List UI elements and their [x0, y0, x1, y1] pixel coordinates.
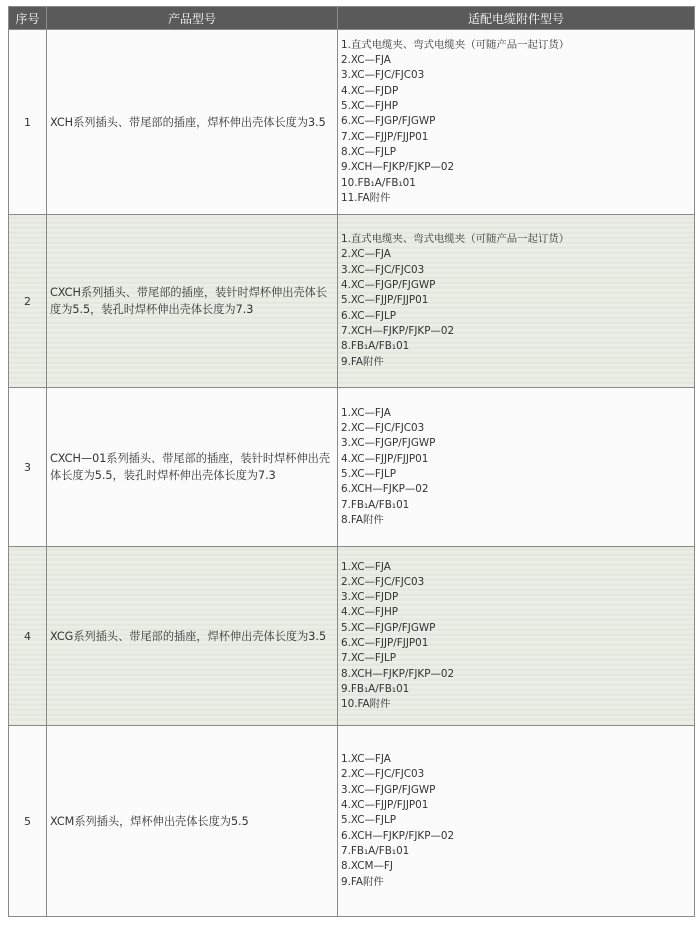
accessory-item: 8.FB₁A/FB₁01: [341, 340, 410, 353]
accessory-item: 4.XC—FJJP/FJJP01: [341, 799, 429, 812]
accessory-item: 3.XC—FJGP/FJGWP: [341, 437, 436, 450]
accessory-table: [8, 6, 695, 917]
accessory-item: 3.XC—FJC/FJC03: [341, 263, 425, 276]
accessory-item: 1.XC—FJA: [341, 406, 391, 419]
accessory-item: 11.FA附件: [341, 191, 391, 204]
accessory-item: 5.XC—FJLP: [341, 814, 397, 827]
row-model: CXCH系列插头、带尾部的插座，装针时焊杯伸出壳体长度为5.5，装孔时焊杯伸出壳体长度为7.3: [47, 215, 338, 388]
table-row: [9, 547, 695, 726]
header-seq: 序号: [9, 7, 47, 30]
accessory-item: 3.XC—FJDP: [341, 591, 399, 604]
accessory-item: 2.XC—FJA: [341, 54, 391, 67]
accessory-item: 9.FB₁A/FB₁01: [341, 682, 410, 695]
accessory-item: 6.XC—FJJP/FJJP01: [341, 637, 429, 649]
accessory-item: 2.XC—FJC/FJC03: [341, 768, 425, 781]
accessory-item: 9.XCH—FJKP/FJKP—02: [341, 161, 455, 174]
row-model: XCH系列插头、带尾部的插座，焊杯伸出壳体长度为3.5: [47, 30, 338, 215]
row-seq: 4: [9, 547, 47, 726]
accessory-item: 7.XCH—FJKP/FJKP—02: [341, 324, 455, 337]
row-accessories: [338, 30, 695, 215]
accessory-item: 6.XCH—FJKP—02: [341, 483, 429, 496]
accessory-item: 4.XC—FJGP/FJGWP: [341, 279, 436, 292]
accessory-item: 7.XC—FJLP: [341, 652, 397, 665]
accessory-item: 7.FB₁A/FB₁01: [341, 498, 410, 511]
row-accessories: [338, 726, 695, 917]
accessory-item: 4.XC—FJHP: [341, 606, 399, 619]
row-seq: 2: [9, 215, 47, 388]
accessory-item: 5.XC—FJJP/FJJP01: [341, 294, 429, 307]
row-seq: 1: [9, 30, 47, 215]
accessory-item: 1.XC—FJA: [341, 753, 391, 766]
accessory-item: 2.XC—FJC/FJC03: [341, 575, 425, 588]
table-row: [9, 30, 695, 215]
accessory-item: 5.XC—FJLP: [341, 468, 397, 480]
accessory-item: 5.XC—FJHP: [341, 100, 399, 113]
accessory-item: 6.XCH—FJKP/FJKP—02: [341, 829, 455, 842]
table-row: [9, 726, 695, 917]
accessory-item: 6.XC—FJGP/FJGWP: [341, 115, 436, 128]
accessory-item: 4.XC—FJJP/FJJP01: [341, 452, 429, 465]
accessory-item: 2.XC—FJA: [341, 248, 391, 261]
accessory-item: 8.XC—FJLP: [341, 145, 397, 158]
row-model: CXCH—01系列插头、带尾部的插座，装针时焊杯伸出壳体长度为5.5，装孔时焊杯伸出壳体长度为7.3: [47, 388, 338, 547]
accessory-item: 1.直式电缆夹、弯式电缆夹（可随产品一起订货）: [341, 38, 570, 51]
row-model: XCM系列插头，焊杯伸出壳体长度为5.5: [47, 726, 338, 917]
accessory-item: 7.XC—FJJP/FJJP01: [341, 130, 429, 143]
accessory-item: 1.XC—FJA: [341, 560, 391, 573]
header-model: 产品型号: [47, 7, 338, 30]
accessory-item: 4.XC—FJDP: [341, 84, 399, 97]
accessory-item: 3.XC—FJC/FJC03: [341, 69, 425, 82]
accessory-item: 9.FA附件: [341, 355, 384, 368]
accessory-item: 10.FB₁A/FB₁01: [341, 176, 416, 189]
accessory-item: 8.XCH—FJKP/FJKP—02: [341, 667, 455, 680]
accessory-item: 6.XC—FJLP: [341, 309, 397, 322]
row-model: XCG系列插头、带尾部的插座，焊杯伸出壳体长度为3.5: [47, 547, 338, 726]
row-seq: 5: [9, 726, 47, 917]
row-seq: 3: [9, 388, 47, 547]
accessory-item: 2.XC—FJC/FJC03: [341, 422, 425, 435]
accessory-item: 10.FA附件: [341, 698, 391, 711]
row-accessories: [338, 547, 695, 726]
accessory-item: 8.FA附件: [341, 513, 384, 526]
accessory-item: 5.XC—FJGP/FJGWP: [341, 621, 436, 634]
table-header-row: [9, 7, 695, 30]
accessory-item: 1.直式电缆夹、弯式电缆夹（可随产品一起订货）: [341, 233, 570, 246]
row-accessories: [338, 215, 695, 388]
header-accessory: 适配电缆附件型号: [338, 7, 695, 30]
accessory-item: 3.XC—FJGP/FJGWP: [341, 783, 436, 796]
accessory-item: 9.FA附件: [341, 875, 384, 888]
accessory-item: 8.XCM—FJ: [341, 860, 393, 873]
table-row: [9, 215, 695, 388]
row-accessories: [338, 388, 695, 547]
table-row: [9, 388, 695, 547]
accessory-item: 7.FB₁A/FB₁01: [341, 844, 410, 857]
